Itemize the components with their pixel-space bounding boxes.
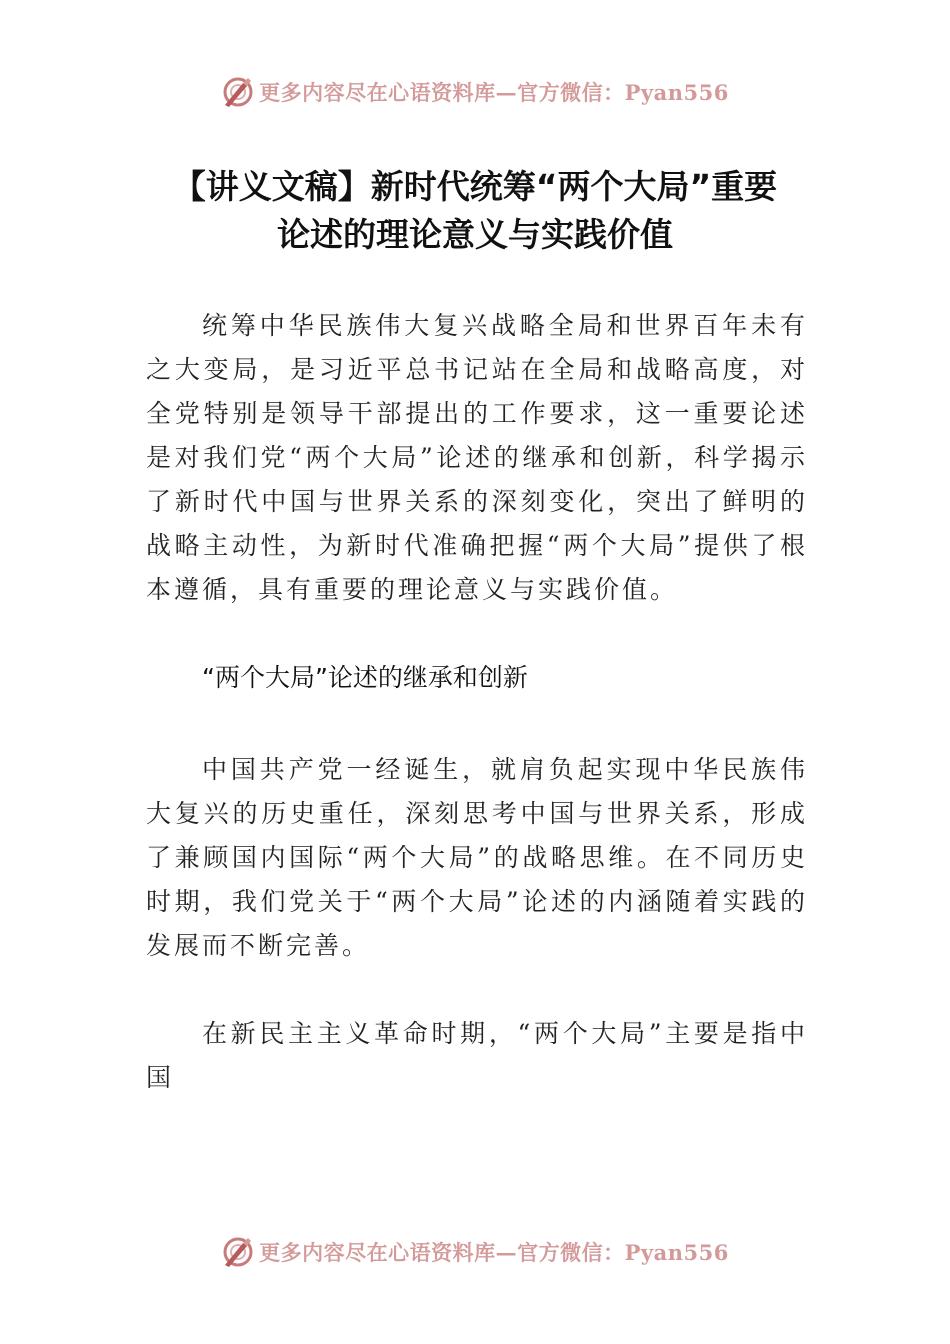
section-heading: “两个大局”论述的继承和创新	[202, 663, 528, 692]
watermark-text: 更多内容尽在心语资料库—官方微信：Pyan556	[259, 1240, 729, 1265]
document-title	[120, 163, 830, 259]
paragraph-2: 中国共产党一经诞生，就肩负起实现中华民族伟大复兴的历史重任，深刻思考中国与世界关系，形成了兼顾国内国际“两个大局”的战略思维。在不同历史时期，我们党关于“两个大局”论述的内涵随着实践的发展而不断完善。	[146, 755, 808, 960]
pen-circle-icon	[221, 75, 255, 109]
title-line-2: 论述的理论意义与实践价值	[277, 215, 673, 254]
watermark-banner-bottom	[0, 1232, 950, 1272]
watermark-text: 更多内容尽在心语资料库—官方微信：Pyan556	[259, 80, 729, 105]
watermark-banner-top	[0, 72, 950, 112]
paragraph-1: 统筹中华民族伟大复兴战略全局和世界百年未有之大变局，是习近平总书记站在全局和战略高度，对全党特别是领导干部提出的工作要求，这一重要论述是对我们党“两个大局”论述的继承和创新，科学揭示了新时代中国与世界关系的深刻变化，突出了鲜明的战略主动性，为新时代准确把握“两个大局”提供了根本遵循，具有重要的理论意义与实践价值。	[146, 311, 808, 604]
title-line-1: 【讲义文稿】新时代统筹“两个大局”重要	[172, 167, 778, 206]
paragraph-3: 在新民主主义革命时期，“两个大局”主要是指中国	[146, 1019, 808, 1092]
pen-circle-icon	[221, 1235, 255, 1269]
